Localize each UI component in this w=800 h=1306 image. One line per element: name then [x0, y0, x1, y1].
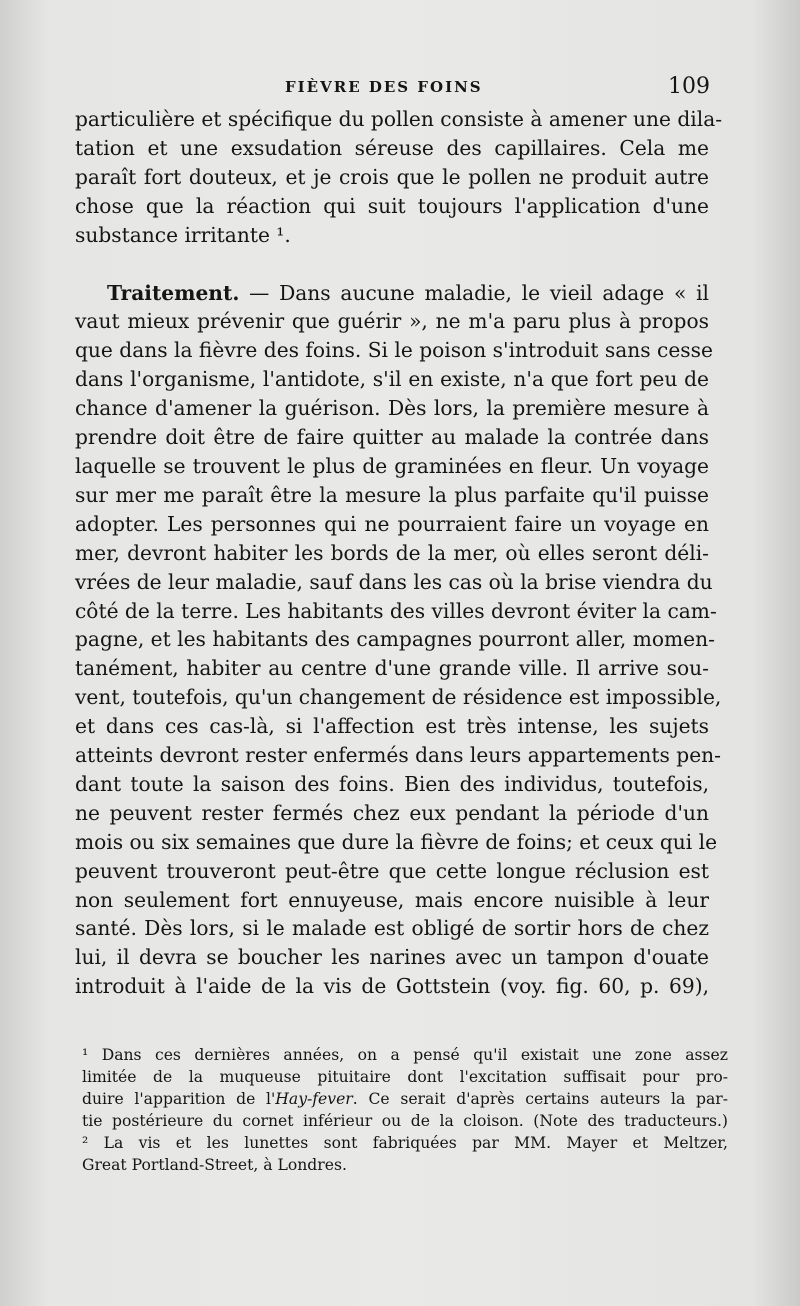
text-line: introduit à l'aide de la vis de Gottstein (voy. fig. 60, p. 69),: [75, 974, 709, 999]
text-fragment: . Ce serait d'après certains auteurs la par-: [352, 1090, 728, 1109]
text-line: chose que la réaction qui suit toujours l'application d'une: [75, 193, 709, 218]
text-line: peuvent trouveront peut-être que cette longue réclusion est: [75, 858, 709, 883]
footnote-1-line: limitée de la muqueuse pituitaire dont l'excitation suffisait pour pro-: [82, 1068, 728, 1087]
page-number: 109: [668, 74, 710, 99]
footnote-1-line: tie postérieure du cornet inférieur ou de la cloison. (Note des traducteurs.): [82, 1112, 728, 1131]
text-line: mer, devront habiter les bords de la mer, où elles seront déli-: [75, 540, 709, 565]
running-title: FIÈVRE DES FOINS: [285, 78, 483, 96]
text-line: chance d'amener la guérison. Dès lors, la première mesure à: [75, 396, 709, 421]
footnote-2-line: ² La vis et les lunettes sont fabriquées par MM. Mayer et Meltzer,: [82, 1134, 728, 1153]
text-line: vent, toutefois, qu'un changement de résidence est impossible,: [75, 685, 722, 710]
text-line: pagne, et les habitants des campagnes pourront aller, momen-: [75, 627, 715, 652]
text-fragment: — Dans aucune maladie, le vieil adage « il: [239, 280, 709, 305]
text-line: paraît fort douteux, et je crois que le pollen ne produit autre: [75, 164, 709, 189]
section-first-line: [75, 279, 709, 308]
footnote-2-line: Great Portland-Street, à Londres.: [82, 1156, 347, 1175]
text-fragment: duire l'apparition de l': [82, 1090, 276, 1109]
body-text: [75, 105, 723, 1001]
text-line: mois ou six semaines que dure la fièvre de foins; et ceux qui le: [75, 829, 718, 854]
text-line: lui, il devra se boucher les narines avec un tampon d'ouate: [75, 945, 709, 970]
text-line: que dans la fièvre des foins. Si le poison s'introduit sans cesse: [75, 338, 713, 363]
text-line: non seulement fort ennuyeuse, mais encore nuisible à leur: [75, 887, 709, 912]
text-line: laquelle se trouvent le plus de graminées en fleur. Un voyage: [75, 453, 709, 478]
text-line: adopter. Les personnes qui ne pourraient faire un voyage en: [75, 511, 709, 536]
text-line: dans l'organisme, l'antidote, s'il en existe, n'a que fort peu de: [75, 367, 709, 392]
section-heading-traitement: Traitement.: [107, 280, 240, 305]
footnote-1-line: ¹ Dans ces dernières années, on a pensé qu'il existait une zone assez: [82, 1046, 728, 1064]
footnotes: [82, 1044, 728, 1177]
text-line: dant toute la saison des foins. Bien des individus, toutefois,: [75, 771, 709, 796]
text-line: vrées de leur maladie, sauf dans les cas où la brise viendra du: [75, 569, 713, 594]
text-line: tanément, habiter au centre d'une grande ville. Il arrive sou-: [75, 656, 709, 681]
text-line: prendre doit être de faire quitter au malade la contrée dans: [75, 425, 709, 450]
text-line: tation et une exsudation séreuse des capillaires. Cela me: [75, 135, 709, 160]
text-line: vaut mieux prévenir que guérir », ne m'a paru plus à propos: [75, 309, 709, 334]
text-line: ne peuvent rester fermés chez eux pendant la période d'un: [75, 800, 709, 825]
footnote-1-line: [82, 1088, 728, 1110]
text-line: atteints devront rester enfermés dans leurs appartements pen-: [75, 743, 721, 768]
text-line: substance irritante ¹.: [75, 222, 291, 247]
paragraph-gap: [75, 250, 709, 279]
text-line: sur mer me paraît être la mesure la plus parfaite qu'il puisse: [75, 482, 709, 507]
text-line: santé. Dès lors, si le malade est obligé de sortir hors de chez: [75, 916, 709, 941]
hay-fever-term: Hay-fever: [275, 1090, 353, 1109]
text-line: et dans ces cas-là, si l'affection est très intense, les sujets: [75, 714, 709, 739]
text-line: côté de la terre. Les habitants des villes devront éviter la cam-: [75, 598, 717, 623]
running-head: [0, 72, 800, 102]
text-line: particulière et spécifique du pollen consiste à amener une dila-: [75, 107, 723, 131]
